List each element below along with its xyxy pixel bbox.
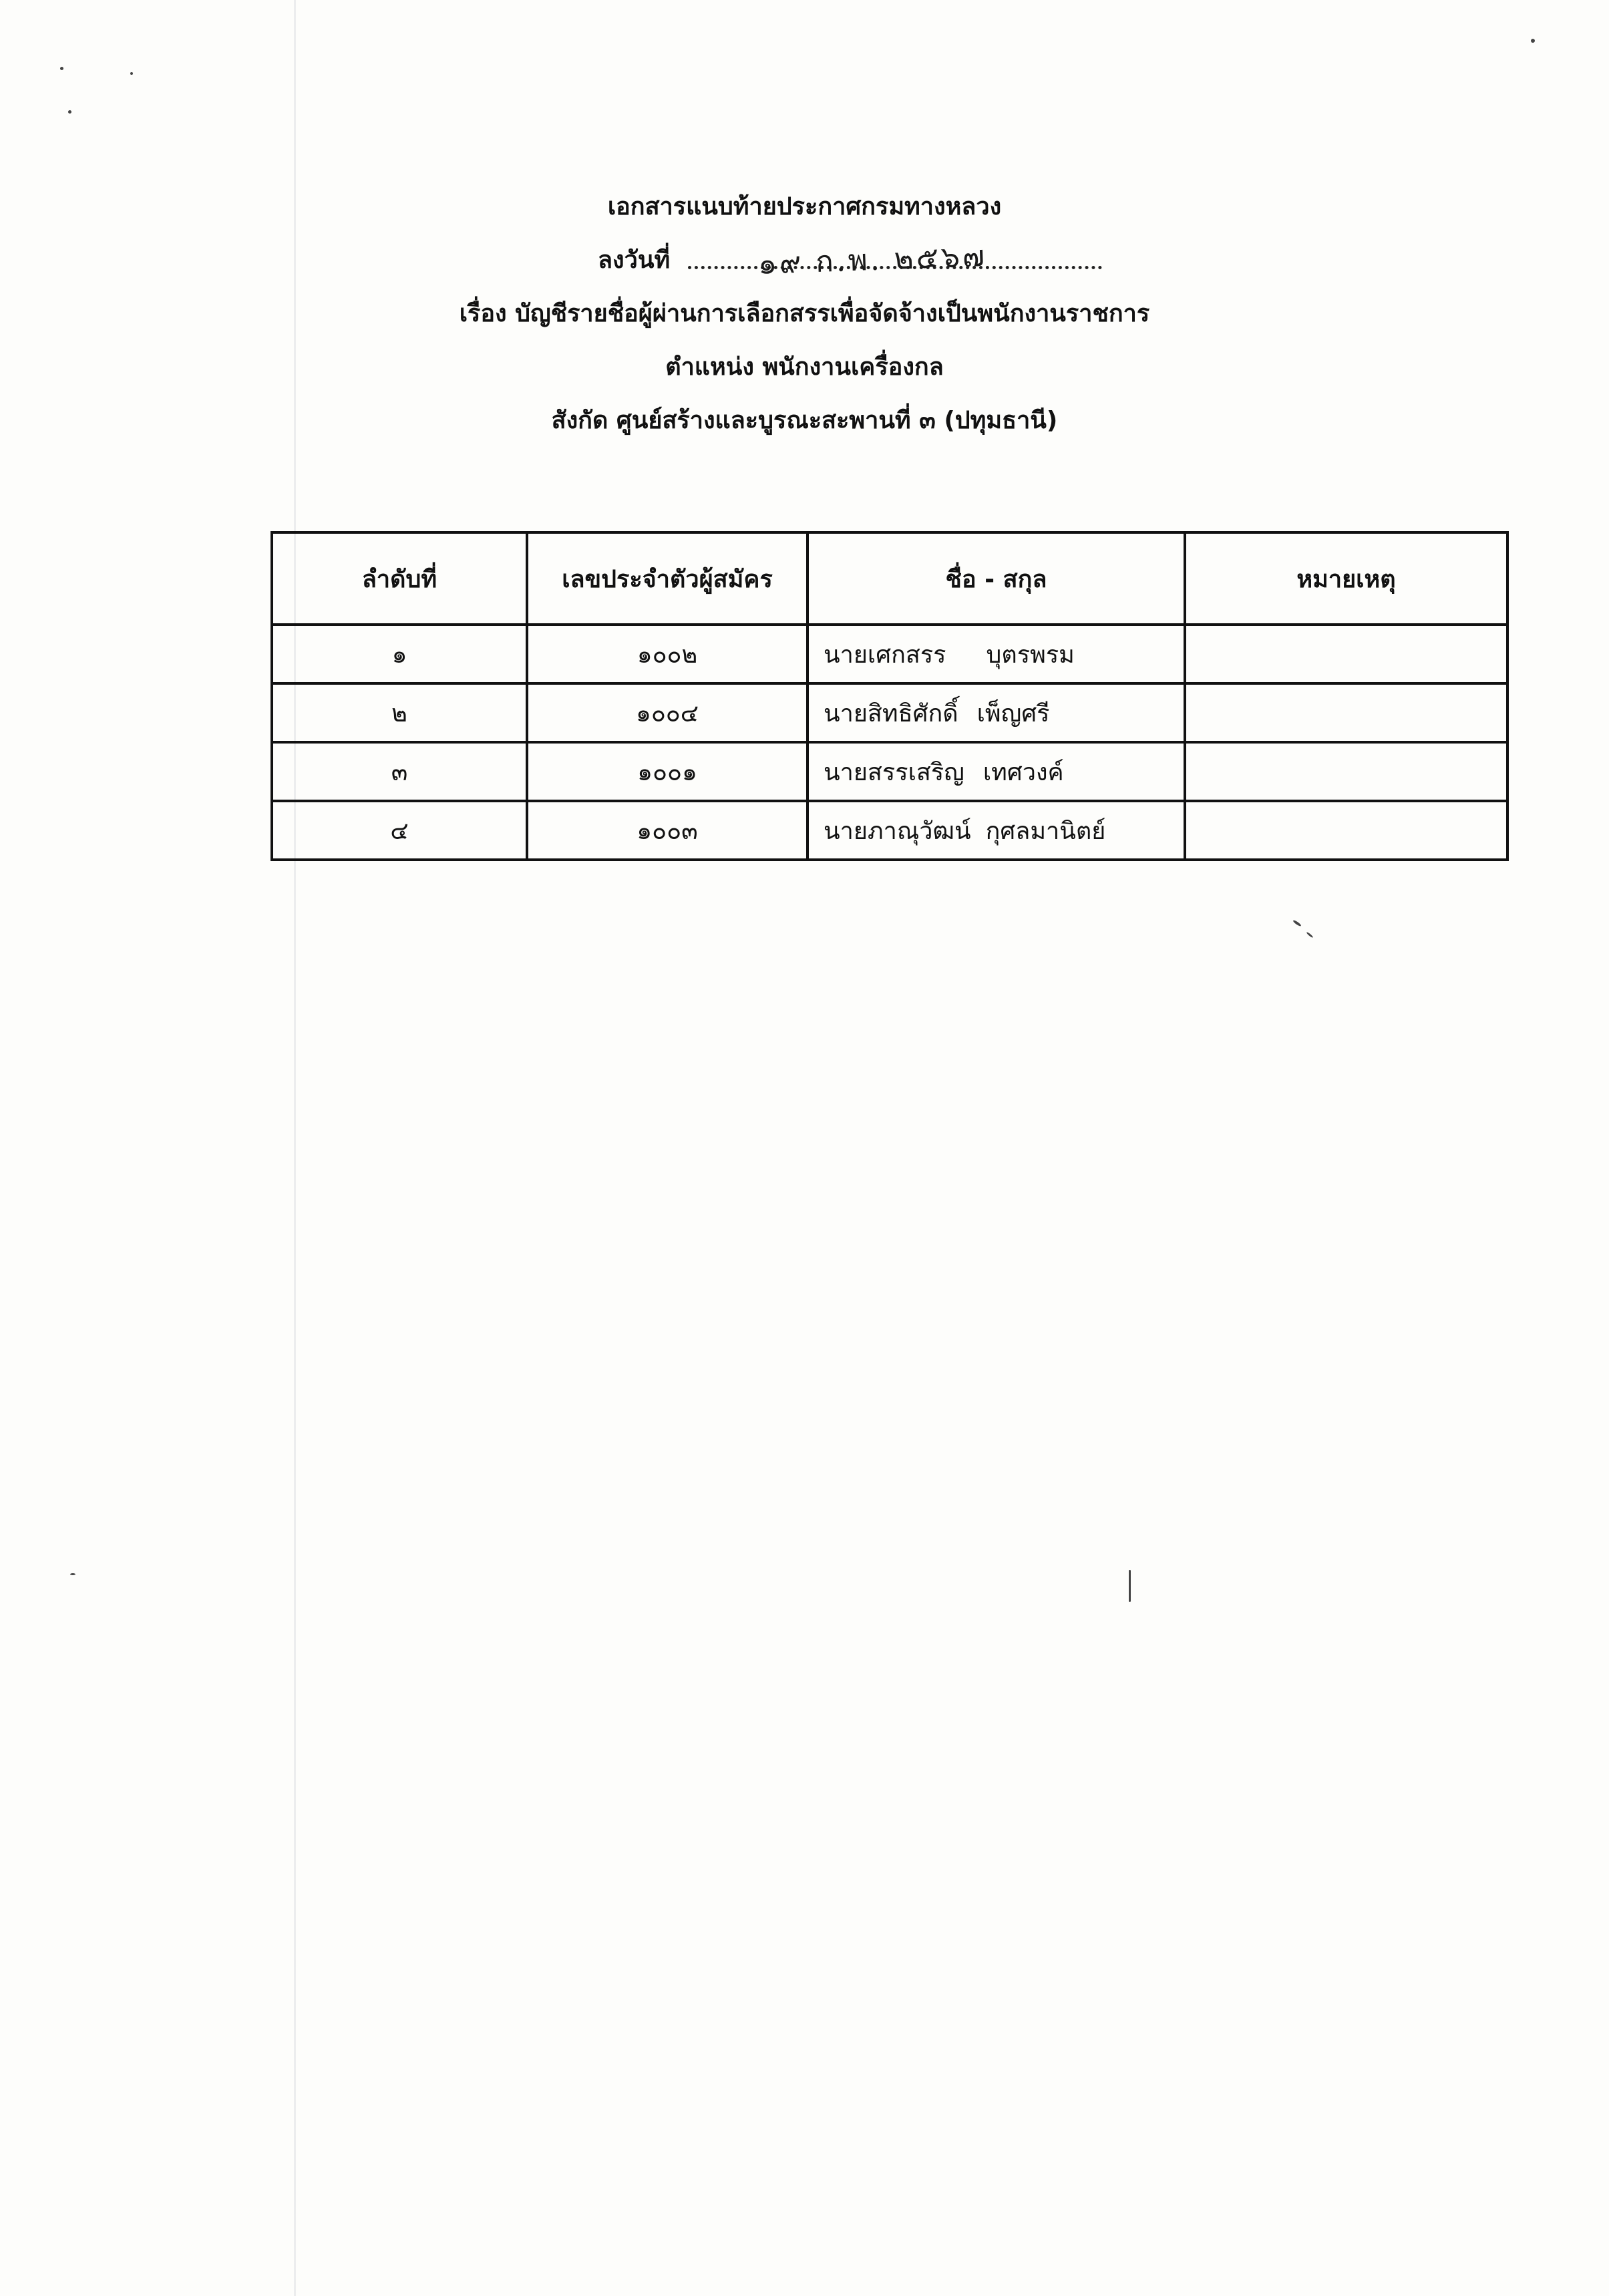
table-row — [272, 625, 1507, 683]
row-name — [808, 683, 1185, 742]
column-header-name: ชื่อ - สกุล — [808, 532, 1185, 625]
row-last-name: กุศลมานิตย์ — [985, 817, 1106, 845]
row-first-name: นายสิทธิศักดิ์ — [824, 699, 958, 727]
handwritten-date: ๑๙ ก.พ. ๒๕๖๗ — [757, 239, 988, 281]
row-order: ๓ — [272, 742, 527, 801]
row-last-name: เทศวงค์ — [982, 758, 1064, 786]
row-last-name: บุตรพรม — [986, 641, 1075, 669]
table-row — [272, 683, 1507, 742]
scan-speck — [1129, 1570, 1131, 1602]
column-header-order: ลำดับที่ — [272, 532, 527, 625]
scan-speck — [60, 67, 63, 70]
row-applicant-id: ๑๐๐๑ — [527, 742, 808, 801]
row-applicant-id: ๑๐๐๒ — [527, 625, 808, 683]
table-header-row — [272, 532, 1507, 625]
table-row — [272, 742, 1507, 801]
scan-speck — [70, 1573, 75, 1575]
candidate-table — [271, 531, 1509, 861]
scan-speck — [1292, 919, 1302, 927]
header-title: เอกสารแนบท้ายประกาศกรมทางหลวง — [607, 193, 1002, 220]
row-last-name: เพ็ญศรี — [976, 699, 1050, 727]
row-name — [808, 801, 1185, 860]
row-applicant-id: ๑๐๐๓ — [527, 801, 808, 860]
column-header-remark: หมายเหตุ — [1185, 532, 1507, 625]
scan-speck — [1306, 931, 1313, 938]
document-header — [0, 180, 1609, 448]
row-remark — [1185, 683, 1507, 742]
subject-line: เรื่อง บัญชีรายชื่อผู้ผ่านการเลือกสรรเพื่อจัดจ้างเป็นพนักงานราชการ — [459, 300, 1150, 327]
row-first-name: นายภาณุวัฒน์ — [824, 817, 971, 845]
column-header-applicant-id: เลขประจำตัวผู้สมัคร — [527, 532, 808, 625]
row-applicant-id: ๑๐๐๔ — [527, 683, 808, 742]
row-order: ๑ — [272, 625, 527, 683]
row-first-name: นายสรรเสริญ — [824, 758, 964, 786]
row-order: ๔ — [272, 801, 527, 860]
row-remark — [1185, 625, 1507, 683]
affiliation-line: สังกัด ศูนย์สร้างและบูรณะสะพานที่ ๓ (ปทุมธานี) — [551, 407, 1058, 434]
row-name — [808, 742, 1185, 801]
table-row — [272, 801, 1507, 860]
date-line — [0, 234, 1609, 287]
row-remark — [1185, 742, 1507, 801]
scan-speck — [130, 72, 133, 75]
row-remark — [1185, 801, 1507, 860]
row-name — [808, 625, 1185, 683]
row-first-name: นายเศกสรร — [824, 641, 946, 669]
position-line: ตำแหน่ง พนักงานเครื่องกล — [665, 353, 944, 381]
scan-speck — [68, 110, 71, 114]
row-order: ๒ — [272, 683, 527, 742]
date-label: ลงวันที่ — [598, 247, 671, 274]
scan-speck — [1531, 39, 1535, 43]
